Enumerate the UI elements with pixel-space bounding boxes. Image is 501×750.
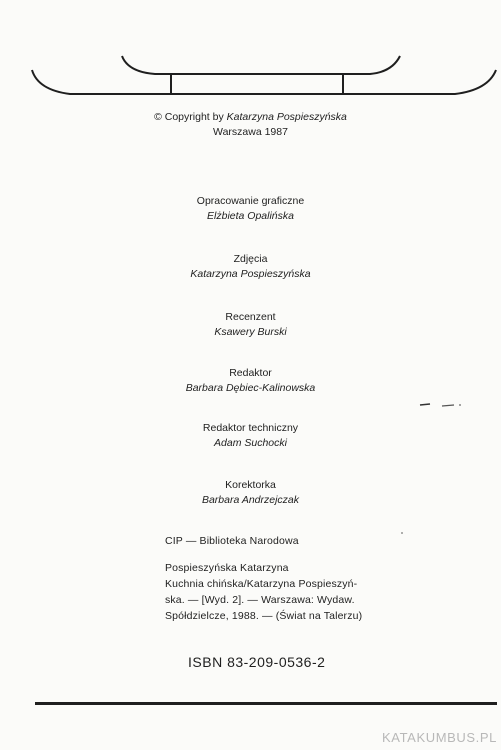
cip-header: CIP — Biblioteka Narodowa — [165, 535, 299, 547]
credit-name: Barbara Andrzejczak — [201, 494, 300, 506]
credit-role: Opracowanie graficzne — [196, 195, 305, 207]
isbn-number: ISBN 83-209-0536-2 — [188, 654, 326, 670]
watermark: KATAKUMBUS.PL — [382, 730, 497, 745]
credit-name: Adam Suchocki — [214, 437, 287, 449]
print-speck — [399, 530, 405, 536]
credit-reviewer — [0, 310, 501, 340]
credit-name: Katarzyna Pospieszyńska — [190, 268, 311, 280]
credit-role: Zdjęcia — [233, 253, 268, 265]
cip-record-line: Pospieszyńska Katarzyna — [165, 562, 289, 574]
credit-name: Elżbieta Opalińska — [207, 210, 294, 222]
cip-record-line: Kuchnia chińska/Katarzyna Pospieszyń- — [165, 578, 358, 590]
credit-role: Redaktor techniczny — [202, 422, 299, 434]
publication-city-year: Warszawa 1987 — [213, 126, 288, 138]
credit-name: Barbara Dębiec-Kalinowska — [185, 382, 316, 394]
copyright-author: Katarzyna Pospieszyńska — [226, 111, 347, 123]
credit-graphic-design — [0, 194, 501, 224]
copyright-prefix: © Copyright by — [154, 111, 224, 123]
credit-role: Korektorka — [225, 479, 276, 491]
credit-editor — [0, 366, 501, 396]
credit-role: Recenzent — [225, 311, 276, 323]
bottom-rule — [35, 702, 497, 705]
cip-record-line: Spółdzielcze, 1988. — (Świat na Talerzu) — [165, 610, 363, 622]
print-speck — [418, 400, 468, 410]
credit-proofreader — [0, 478, 501, 508]
credit-role: Redaktor — [229, 367, 272, 379]
cip-record-line: ska. — [Wyd. 2]. — Warszawa: Wydaw. — [165, 594, 355, 606]
credit-name: Ksawery Burski — [214, 326, 287, 338]
decorative-ornament — [30, 50, 500, 100]
credit-photos — [0, 252, 501, 282]
copyright-line — [0, 110, 501, 125]
credit-technical-editor — [0, 421, 501, 451]
copyright-block — [0, 110, 501, 140]
